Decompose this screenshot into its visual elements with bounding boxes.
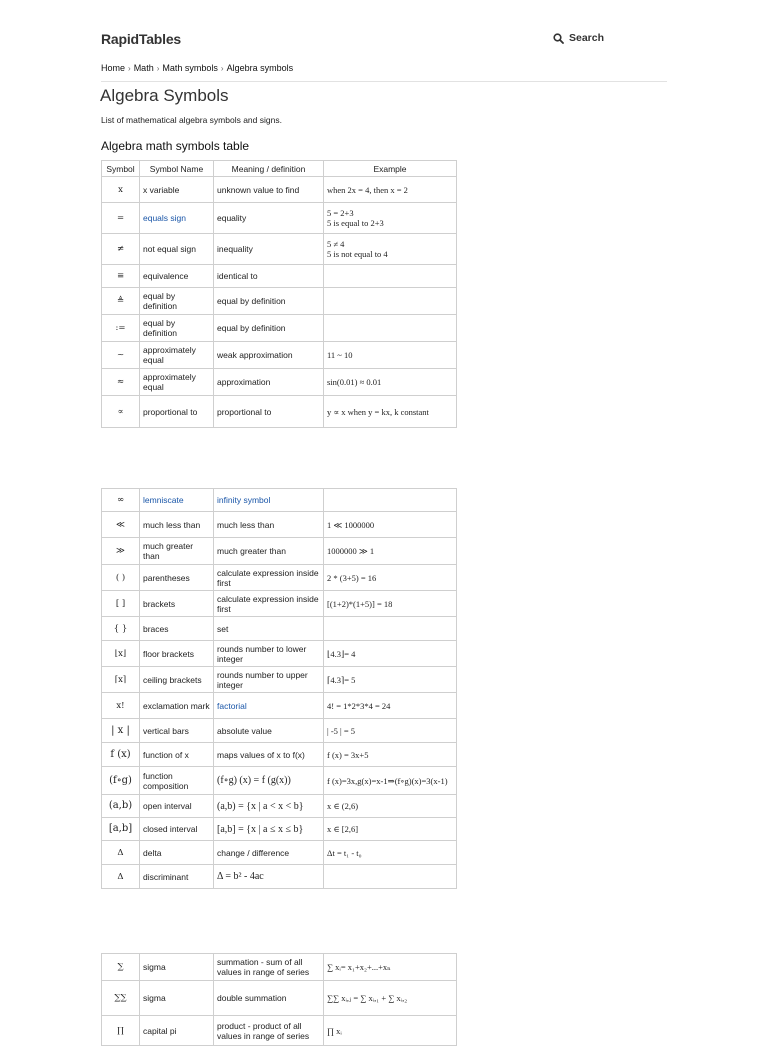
symbol-cell xyxy=(102,693,140,719)
meaning-cell-text: unknown value to find xyxy=(217,184,300,195)
example-cell xyxy=(324,565,457,591)
meaning-cell-text[interactable]: infinity symbol xyxy=(217,495,271,505)
breadcrumb-math-symbols[interactable]: Math symbols xyxy=(162,63,218,73)
table-row xyxy=(102,369,457,396)
symbol-cell-text: f (x) xyxy=(110,748,131,760)
symbol-cell xyxy=(102,369,140,396)
site-logo[interactable]: RapidTables xyxy=(101,31,182,47)
symbol-name-cell-text: vertical bars xyxy=(143,725,189,736)
symbol-cell-text: ∝ xyxy=(117,406,124,417)
symbol-cell-text: = xyxy=(116,213,125,223)
example-cell xyxy=(324,641,457,667)
symbol-cell xyxy=(102,288,140,315)
example-cell xyxy=(324,369,457,396)
symbol-cell-text: (a,b) xyxy=(108,800,133,811)
meaning-cell xyxy=(214,743,324,767)
symbol-name-cell-text: approximately equal xyxy=(143,345,196,365)
symbol-name-cell[interactable] xyxy=(140,203,214,234)
meaning-cell xyxy=(214,667,324,693)
meaning-cell xyxy=(214,865,324,889)
meaning-cell xyxy=(214,1016,324,1046)
breadcrumb-separator: › xyxy=(156,64,160,73)
symbol-name-cell-text: proportional to xyxy=(143,406,198,417)
symbol-cell xyxy=(102,865,140,889)
meaning-cell xyxy=(214,369,324,396)
symbol-cell xyxy=(102,177,140,203)
breadcrumb-current[interactable]: Algebra symbols xyxy=(226,63,294,73)
symbol-name-cell xyxy=(140,743,214,767)
example-cell-text: Δt = t₁ - t₀ xyxy=(327,847,362,858)
symbol-cell-text: [a,b] xyxy=(108,823,133,834)
symbol-name-cell xyxy=(140,865,214,889)
symbol-cell-text: ≠ xyxy=(116,244,125,254)
example-cell xyxy=(324,288,457,315)
example-cell xyxy=(324,396,457,428)
example-cell xyxy=(324,719,457,743)
symbol-name-cell-text: equal by definition xyxy=(143,318,178,338)
symbol-cell-text: ≈ xyxy=(116,377,125,387)
meaning-cell xyxy=(214,512,324,538)
symbol-cell-text: | x | xyxy=(111,724,130,736)
symbol-name-cell xyxy=(140,396,214,428)
symbols-table-1 xyxy=(101,160,457,428)
symbol-name-cell-text: not equal sign xyxy=(143,244,196,254)
example-cell xyxy=(324,954,457,981)
symbol-name-cell xyxy=(140,617,214,641)
symbol-cell xyxy=(102,1016,140,1046)
table-row xyxy=(102,565,457,591)
symbol-name-cell-text: approximately equal xyxy=(143,372,196,392)
example-cell-text: 4! = 1*2*3*4 = 24 xyxy=(327,700,391,711)
symbol-name-cell xyxy=(140,641,214,667)
meaning-cell-text: maps values of x to f(x) xyxy=(217,749,305,760)
meaning-cell-text: rounds number to lower integer xyxy=(217,643,307,664)
symbol-name-cell xyxy=(140,693,214,719)
meaning-cell-text: identical to xyxy=(217,271,258,281)
table-row xyxy=(102,743,457,767)
symbol-name-cell xyxy=(140,767,214,795)
meaning-cell-text: double summation xyxy=(217,993,287,1003)
table-row xyxy=(102,841,457,865)
symbol-cell-text: ⌊x⌋ xyxy=(114,648,127,659)
table-row xyxy=(102,693,457,719)
example-cell xyxy=(324,795,457,818)
meaning-cell-text: (a,b) = {x | a < x < b} xyxy=(217,800,304,812)
example-cell-text: x ∈ (2,6) xyxy=(327,801,359,811)
symbol-name-cell-text: x variable xyxy=(143,184,180,195)
meaning-cell-text: equal by definition xyxy=(217,296,286,306)
meaning-cell xyxy=(214,795,324,818)
symbol-name-cell-text: floor brackets xyxy=(143,648,195,659)
example-cell xyxy=(324,767,457,795)
table-row xyxy=(102,954,457,981)
meaning-cell xyxy=(214,818,324,841)
symbol-name-cell xyxy=(140,667,214,693)
meaning-cell-text: inequality xyxy=(217,244,253,254)
meaning-cell-text: absolute value xyxy=(217,725,272,736)
breadcrumb-home[interactable]: Home xyxy=(101,63,126,73)
symbol-cell xyxy=(102,538,140,565)
symbol-name-cell-text: parentheses xyxy=(143,572,190,583)
symbol-cell-text: Δ xyxy=(117,871,124,882)
symbol-cell xyxy=(102,743,140,767)
symbol-name-cell-text: sigma xyxy=(143,993,166,1003)
table-row xyxy=(102,591,457,617)
example-cell-text: 1 ≪ 1000000 xyxy=(327,519,375,530)
example-cell-text: y ∝ x when y = kx, k constant xyxy=(327,406,429,417)
breadcrumb-separator: › xyxy=(220,64,224,73)
page-intro: List of mathematical algebra symbols and signs. xyxy=(101,115,282,125)
header-meaning: Meaning / definition xyxy=(214,161,324,177)
example-cell xyxy=(324,818,457,841)
meaning-cell xyxy=(214,288,324,315)
meaning-cell xyxy=(214,342,324,369)
header-symbol: Symbol xyxy=(102,161,140,177)
table-header-row xyxy=(102,161,457,177)
symbol-cell xyxy=(102,489,140,512)
meaning-cell[interactable] xyxy=(214,693,324,719)
table-row xyxy=(102,342,457,369)
symbol-cell-text: (f∘g) xyxy=(109,774,132,786)
meaning-cell-text: change / difference xyxy=(217,847,290,858)
symbol-cell xyxy=(102,841,140,865)
symbol-name-cell xyxy=(140,719,214,743)
symbol-cell xyxy=(102,265,140,288)
symbol-cell-text: Δ xyxy=(117,847,124,858)
symbol-cell-text: ≜ xyxy=(116,296,125,306)
table-row xyxy=(102,203,457,234)
meaning-cell xyxy=(214,641,324,667)
meaning-cell xyxy=(214,719,324,743)
meaning-cell-text[interactable]: factorial xyxy=(217,700,247,711)
table-heading: Algebra math symbols table xyxy=(101,139,250,153)
symbol-name-cell-text: equal by definition xyxy=(143,291,178,311)
symbol-name-cell-text: equivalence xyxy=(143,271,189,281)
symbol-name-cell-text: much greater than xyxy=(143,541,194,561)
example-cell xyxy=(324,981,457,1016)
meaning-cell xyxy=(214,617,324,641)
meaning-cell-text: calculate expression inside first xyxy=(217,593,319,614)
meaning-cell-text: set xyxy=(217,623,229,634)
symbol-cell-text: ∑ xyxy=(117,962,124,972)
symbol-name-cell xyxy=(140,265,214,288)
symbol-name-cell xyxy=(140,565,214,591)
example-cell xyxy=(324,591,457,617)
table-row xyxy=(102,288,457,315)
symbol-cell-text: ≡ xyxy=(116,271,125,281)
symbol-cell xyxy=(102,203,140,234)
table-row xyxy=(102,177,457,203)
symbol-cell-text: ≪ xyxy=(116,519,125,530)
meaning-cell-text: product - product of all values in range of series xyxy=(217,1020,310,1041)
example-cell xyxy=(324,512,457,538)
symbols-table-2 xyxy=(101,488,457,889)
symbol-cell-text: ~ xyxy=(116,350,125,360)
table-row xyxy=(102,396,457,428)
table-row xyxy=(102,667,457,693)
symbol-name-cell-text: delta xyxy=(143,847,162,858)
example-cell xyxy=(324,234,457,265)
meaning-cell xyxy=(214,396,324,428)
meaning-cell-text: equality xyxy=(217,213,247,223)
symbol-name-cell xyxy=(140,1016,214,1046)
meaning-cell xyxy=(214,841,324,865)
breadcrumb-separator: › xyxy=(128,64,131,73)
example-cell-text: 5 ≠ 4 5 is not equal to 4 xyxy=(327,239,388,259)
example-cell-text: | -5 | = 5 xyxy=(327,725,356,736)
example-cell xyxy=(324,265,457,288)
table-row xyxy=(102,981,457,1016)
example-cell xyxy=(324,865,457,889)
symbol-cell xyxy=(102,315,140,342)
meaning-cell[interactable] xyxy=(214,489,324,512)
header-divider xyxy=(101,81,667,82)
meaning-cell xyxy=(214,767,324,795)
table-row xyxy=(102,617,457,641)
symbol-name-cell-text: discriminant xyxy=(143,871,189,882)
meaning-cell-text: Δ = b² - 4ac xyxy=(217,871,264,882)
breadcrumb xyxy=(101,63,293,73)
meaning-cell-text: rounds number to upper integer xyxy=(217,669,308,690)
meaning-cell-text: weak approximation xyxy=(217,350,293,360)
meaning-cell-text: equal by definition xyxy=(217,323,286,333)
page-title: Algebra Symbols xyxy=(100,86,229,105)
meaning-cell-text: proportional to xyxy=(217,406,272,417)
symbol-cell-text: ∞ xyxy=(116,495,125,505)
symbol-name-cell[interactable] xyxy=(140,489,214,512)
example-cell xyxy=(324,1016,457,1046)
meaning-cell xyxy=(214,234,324,265)
symbol-cell-text: := xyxy=(115,323,126,333)
example-cell-text: sin(0.01) ≈ 0.01 xyxy=(327,377,382,387)
meaning-cell-text: much less than xyxy=(217,519,275,530)
symbol-cell xyxy=(102,342,140,369)
symbol-cell xyxy=(102,591,140,617)
header-symbol-name: Symbol Name xyxy=(140,161,214,177)
meaning-cell xyxy=(214,203,324,234)
symbol-name-cell xyxy=(140,841,214,865)
meaning-cell xyxy=(214,265,324,288)
meaning-cell xyxy=(214,565,324,591)
symbol-cell-text: x! xyxy=(116,700,125,711)
symbols-table-3 xyxy=(101,953,457,1046)
symbol-name-cell-text: open interval xyxy=(143,801,192,811)
example-cell-text: 2 * (3+5) = 16 xyxy=(327,572,377,583)
symbol-cell xyxy=(102,818,140,841)
symbol-name-cell xyxy=(140,315,214,342)
symbol-cell xyxy=(102,981,140,1016)
example-cell-text: 11 ~ 10 xyxy=(327,350,353,360)
example-cell xyxy=(324,841,457,865)
example-cell-text: 5 = 2+3 5 is equal to 2+3 xyxy=(327,208,384,228)
symbol-name-cell-text: much less than xyxy=(143,519,201,530)
table-row xyxy=(102,489,457,512)
symbol-name-cell-text: ceiling brackets xyxy=(143,674,202,685)
example-cell-text: [(1+2)*(1+5)] = 18 xyxy=(327,598,393,609)
table-row xyxy=(102,818,457,841)
meaning-cell-text: calculate expression inside first xyxy=(217,567,319,588)
symbol-name-cell xyxy=(140,177,214,203)
example-cell xyxy=(324,315,457,342)
symbol-name-cell xyxy=(140,954,214,981)
table-row xyxy=(102,865,457,889)
symbol-cell-text: x xyxy=(118,184,123,195)
symbol-cell xyxy=(102,565,140,591)
example-cell-text: ∑∑ xᵢ,ⱼ = ∑ xᵢ,₁ + ∑ xᵢ,₂ xyxy=(327,993,408,1003)
breadcrumb-math[interactable]: Math xyxy=(133,63,154,73)
table-row xyxy=(102,641,457,667)
example-cell xyxy=(324,489,457,512)
symbol-name-cell-text: closed interval xyxy=(143,824,198,834)
symbol-cell xyxy=(102,617,140,641)
symbol-cell xyxy=(102,396,140,428)
example-cell-text: ⌊4.3⌋= 4 xyxy=(327,648,356,659)
symbol-cell xyxy=(102,795,140,818)
example-cell-text: ∑ xᵢ= x₁+x₂+...+xₙ xyxy=(327,962,391,972)
meaning-cell xyxy=(214,315,324,342)
symbol-cell-text: ( ) xyxy=(115,572,126,583)
symbol-cell-text: { } xyxy=(113,623,128,634)
example-cell-text: 1000000 ≫ 1 xyxy=(327,546,375,556)
symbol-cell xyxy=(102,641,140,667)
table-row xyxy=(102,719,457,743)
example-cell-text: when 2x = 4, then x = 2 xyxy=(327,184,408,195)
symbol-cell xyxy=(102,512,140,538)
symbol-cell-text: ≫ xyxy=(116,546,125,556)
example-cell-text: f (x)=3x,g(x)=x-1⇒(f∘g)(x)=3(x-1) xyxy=(327,775,448,786)
table-row xyxy=(102,795,457,818)
symbol-cell-text: ∏ xyxy=(117,1025,124,1036)
example-cell xyxy=(324,203,457,234)
symbol-cell xyxy=(102,767,140,795)
meaning-cell-text: approximation xyxy=(217,377,271,387)
symbol-cell-text: ⌈x⌉ xyxy=(114,674,127,685)
example-cell xyxy=(324,342,457,369)
example-cell xyxy=(324,743,457,767)
meaning-cell xyxy=(214,177,324,203)
meaning-cell-text: [a,b] = {x | a ≤ x ≤ b} xyxy=(217,823,304,835)
symbol-name-cell-text: exclamation mark xyxy=(143,700,210,711)
symbol-cell-text: [ ] xyxy=(115,598,126,609)
meaning-cell-text: summation - sum of all values in range of series xyxy=(217,957,310,977)
symbol-name-cell xyxy=(140,818,214,841)
meaning-cell xyxy=(214,591,324,617)
table-row xyxy=(102,315,457,342)
symbol-cell-text: ∑∑ xyxy=(114,993,127,1003)
table-row xyxy=(102,234,457,265)
symbol-name-cell xyxy=(140,512,214,538)
example-cell xyxy=(324,667,457,693)
symbol-name-cell xyxy=(140,288,214,315)
symbol-name-cell xyxy=(140,538,214,565)
table-row xyxy=(102,1016,457,1046)
table-row xyxy=(102,265,457,288)
meaning-cell xyxy=(214,954,324,981)
symbol-cell xyxy=(102,667,140,693)
symbol-name-cell-text: brackets xyxy=(143,598,176,609)
symbol-name-cell xyxy=(140,591,214,617)
example-cell-text: ∏ xᵢ xyxy=(327,1025,342,1036)
example-cell xyxy=(324,693,457,719)
symbol-name-cell xyxy=(140,795,214,818)
search-icon xyxy=(553,33,564,44)
symbol-name-cell xyxy=(140,981,214,1016)
header-example: Example xyxy=(324,161,457,177)
example-cell-text: f (x) = 3x+5 xyxy=(327,749,369,760)
meaning-cell-text: much greater than xyxy=(217,546,286,556)
table-row xyxy=(102,767,457,795)
symbol-name-cell-text: sigma xyxy=(143,962,166,972)
meaning-cell-text: (f∘g) (x) = f (g(x)) xyxy=(217,775,291,786)
search-button[interactable] xyxy=(553,32,604,44)
search-label: Search xyxy=(569,32,605,44)
symbol-name-cell-text: function of x xyxy=(143,749,189,760)
meaning-cell xyxy=(214,981,324,1016)
symbol-name-cell-text: capital pi xyxy=(143,1025,177,1036)
table-row xyxy=(102,512,457,538)
example-cell-text: ⌈4.3⌉= 5 xyxy=(327,674,356,685)
symbol-name-cell-text[interactable]: equals sign xyxy=(143,213,187,223)
symbol-name-cell-text: braces xyxy=(143,623,169,634)
example-cell xyxy=(324,538,457,565)
symbol-name-cell-text[interactable]: lemniscate xyxy=(143,495,184,505)
meaning-cell xyxy=(214,538,324,565)
table-row xyxy=(102,538,457,565)
symbol-name-cell-text: function composition xyxy=(143,770,189,791)
symbol-cell xyxy=(102,954,140,981)
symbol-cell xyxy=(102,719,140,743)
symbol-name-cell xyxy=(140,342,214,369)
example-cell xyxy=(324,177,457,203)
symbol-name-cell xyxy=(140,369,214,396)
symbol-cell xyxy=(102,234,140,265)
symbol-name-cell xyxy=(140,234,214,265)
example-cell xyxy=(324,617,457,641)
example-cell-text: x ∈ [2,6] xyxy=(327,824,359,834)
